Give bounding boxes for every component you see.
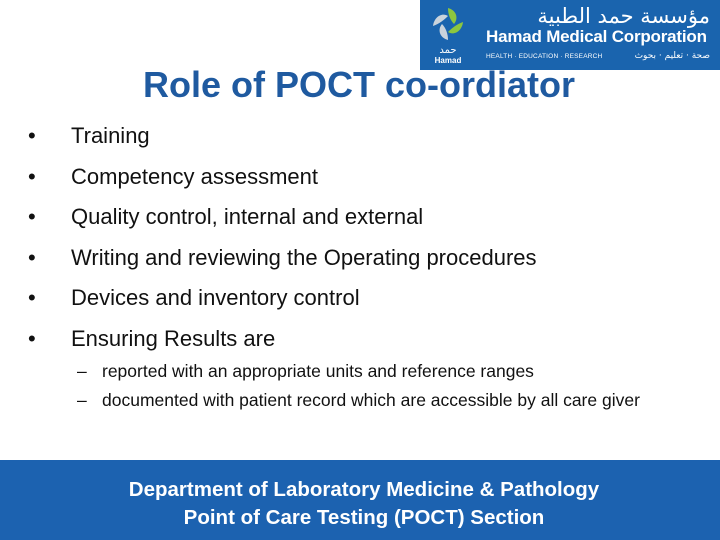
bullet-text: Training [71,123,150,148]
bullet-text: Ensuring Results are [71,325,276,351]
emblem-arabic-text: حمد [439,45,457,56]
bullet-marker: • [28,325,36,351]
logo-arabic-name: مؤسسة حمد الطبية [537,4,710,28]
bullet-text: Devices and inventory control [71,285,360,310]
hamad-leaf-emblem-icon [426,4,470,66]
sub-bullet-reported [77,357,697,386]
logo-english-name: Hamad Medical Corporation [486,27,707,46]
bullet-marker: • [28,204,36,229]
bullet-marker: • [28,244,36,270]
footer-section: Point of Care Testing (POCT) Section [183,506,545,529]
slide-title [0,64,720,106]
sub-bullet-documented [77,386,697,415]
footer-department: Department of Laboratory Medicine & Pathology [128,478,600,501]
slide-title-text: Role of POCT co-ordiator [143,64,575,105]
emblem-english-text: Hamad [434,56,462,65]
bullet-marker: • [28,163,36,189]
logo-tagline: HEALTH · EDUCATION · RESEARCH [486,53,603,60]
sub-bullet-text: documented with patient record which are accessible by all care giver [102,390,640,410]
sub-bullet-list [77,357,697,415]
bullet-text: Writing and reviewing the Operating procedures [71,244,537,270]
footer-banner [0,460,720,540]
sub-bullet-marker: – [77,390,87,410]
bullet-marker: • [28,123,36,148]
bullet-text: Quality control, internal and external [71,204,424,229]
sub-bullet-marker: – [77,361,87,381]
hamad-logo-banner [420,0,720,70]
sub-bullet-text: reported with an appropriate units and reference ranges [102,361,534,381]
bullet-marker: • [28,285,36,310]
bullet-text: Competency assessment [71,163,318,189]
logo-tagline-arabic: صحة · تعليم · بحوث [634,51,710,61]
